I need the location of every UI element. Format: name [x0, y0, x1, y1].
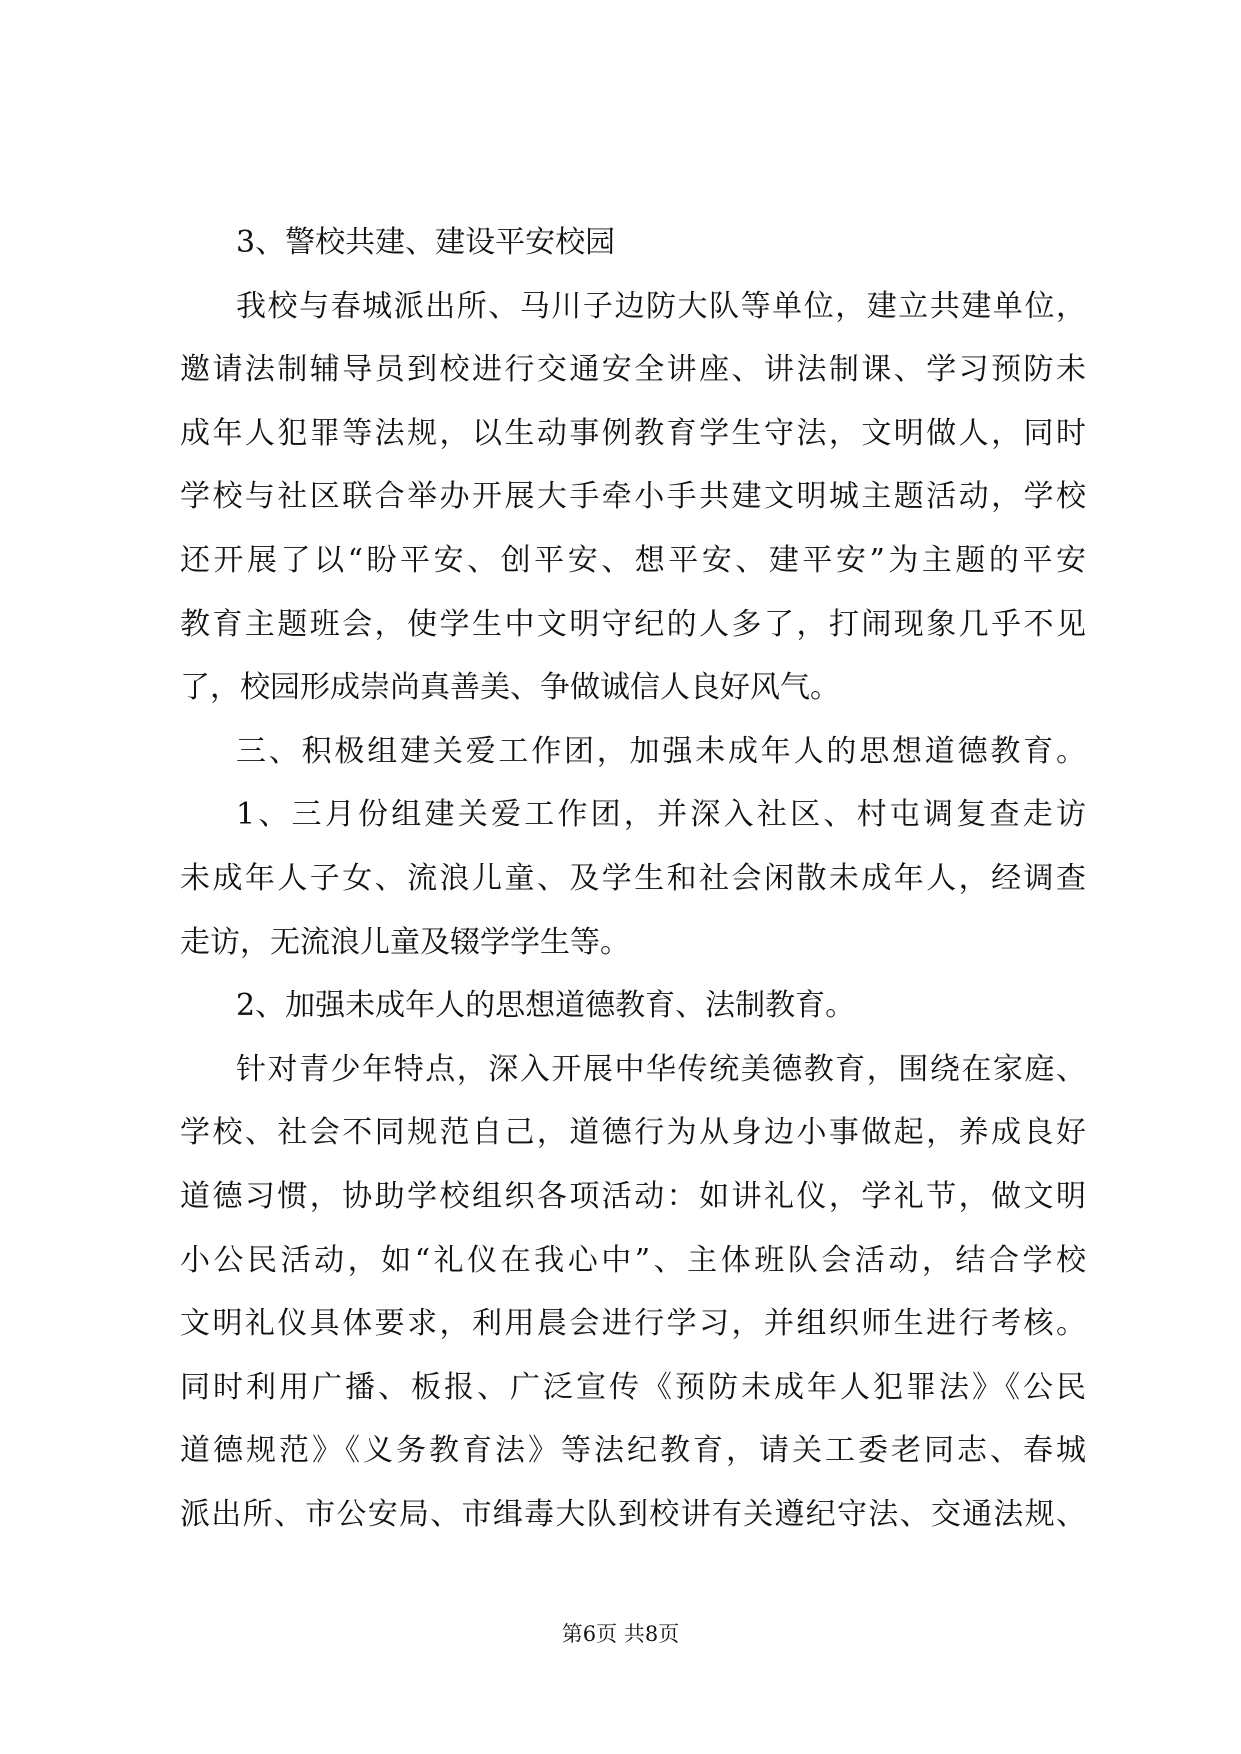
text-line: 文明礼仪具体要求，利用晨会进行学习，并组织师生进行考核。: [180, 1306, 1086, 1342]
text-line: 学校、社会不同规范自己，道德行为从身边小事做起，养成良好: [180, 1115, 1086, 1151]
text-line: 同时利用广播、板报、广泛宣传《预防未成年人犯罪法》《公民: [180, 1369, 1086, 1405]
text-line: 学校与社区联合举办开展大手牵小手共建文明城主题活动，学校: [180, 479, 1086, 515]
text-line: 1、三月份组建关爱工作团，并深入社区、村屯调复查走访: [236, 797, 1086, 833]
text-line: 了，校园形成崇尚真善美、争做诚信人良好风气。: [180, 670, 840, 706]
text-line: 邀请法制辅导员到校进行交通安全讲座、讲法制课、学习预防未: [180, 352, 1086, 388]
text-line: 道德规范》《义务教育法》等法纪教育，请关工委老同志、春城: [180, 1433, 1086, 1469]
text-line: 道德习惯，协助学校组织各项活动：如讲礼仪，学礼节，做文明: [180, 1178, 1086, 1214]
text-line: 教育主题班会，使学生中文明守纪的人多了，打闹现象几乎不见: [180, 606, 1086, 642]
text-line: 2、加强未成年人的思想道德教育、法制教育。: [236, 988, 856, 1024]
text-line: 派出所、市公安局、市缉毒大队到校讲有关遵纪守法、交通法规、: [180, 1496, 1086, 1532]
text-line: 还开展了以“盼平安、创平安、想平安、建平安”为主题的平安: [180, 542, 1086, 578]
text-line: 走访，无流浪儿童及辍学学生等。: [180, 924, 630, 960]
text-line: 3、警校共建、建设平安校园: [236, 225, 616, 260]
text-line: 成年人犯罪等法规，以生动事例教育学生守法，文明做人，同时: [180, 415, 1086, 451]
text-line: 针对青少年特点，深入开展中华传统美德教育，围绕在家庭、: [236, 1051, 1086, 1087]
text-line: 小公民活动，如“礼仪在我心中”、主体班队会活动，结合学校: [180, 1242, 1086, 1278]
document-body: [180, 222, 1086, 1557]
text-line: 未成年人子女、流浪儿童、及学生和社会闲散未成年人，经调查: [180, 860, 1086, 896]
text-line: 三、积极组建关爱工作团，加强未成年人的思想道德教育。: [236, 733, 1086, 769]
text-line: 我校与春城派出所、马川子边防大队等单位，建立共建单位，: [236, 288, 1086, 324]
page-footer: 第6页 共8页: [561, 1622, 680, 1646]
